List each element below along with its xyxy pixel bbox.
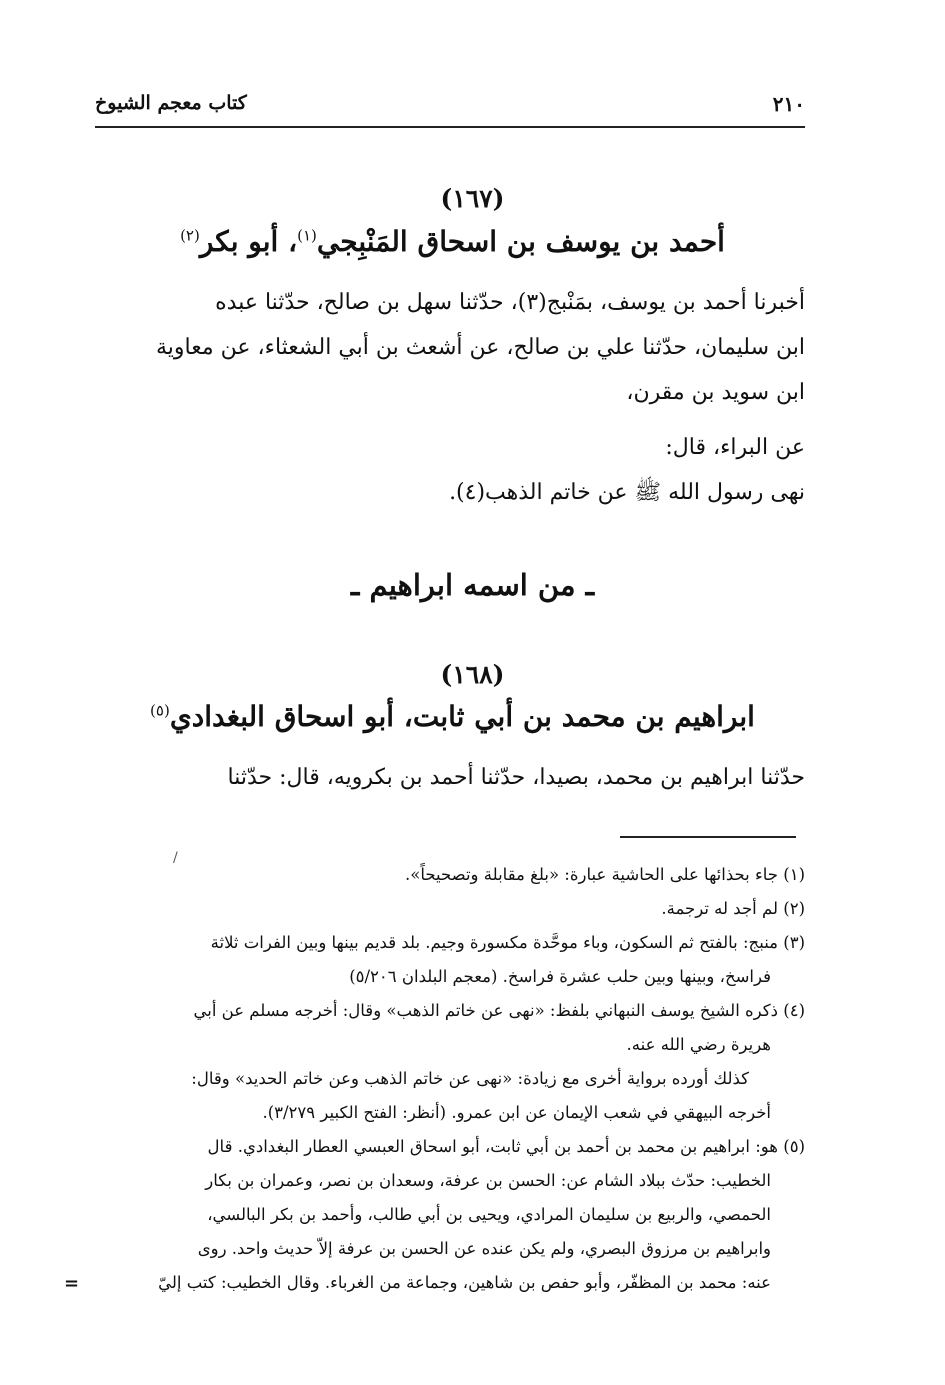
stray-mark: /: [173, 850, 178, 866]
body-line: أخبرنا أحمد بن يوسف، بمَنْبج(٣)، حدّثنا سهل بن صالح، حدّثنا عبده: [215, 290, 805, 315]
footnote-continuation: عنه: محمد بن المظفّر، وأبو حفص بن شاهين، وجماعة من الغرباء. وقال الخطيب: كتب إليّ: [158, 1273, 771, 1292]
heading-kunya: ، أبو بكر: [199, 225, 298, 258]
entry-body: [115, 280, 805, 415]
running-title: كتاب معجم الشيوخ: [95, 92, 247, 114]
footnote-continuation: فراسخ، وبينها وبين حلب عشرة فراسخ. (معجم البلدان ٥/٢٠٦): [349, 967, 771, 986]
heading-name: ابراهيم بن محمد بن أبي ثابت، أبو اسحاق البغدادي: [169, 700, 755, 733]
entry-heading: [60, 225, 845, 258]
footnote-separator: [620, 836, 796, 838]
footnote-ref: (٥): [150, 701, 170, 720]
footnote-continuation: هريرة رضي الله عنه.: [626, 1035, 771, 1054]
continuation-mark: =: [64, 1273, 80, 1294]
heading-name: أحمد بن يوسف بن اسحاق المَنْبِجي: [316, 225, 725, 258]
entry-number: (١٦٧): [440, 184, 505, 213]
footnote-continuation: الخطيب: حدّث ببلاد الشام عن: الحسن بن عرفة، وسعدان بن نصر، وعمران بن بكار: [205, 1171, 771, 1190]
footnote: (٤) ذكره الشيخ يوسف النبهاني بلفظ: «نهى عن خاتم الذهب» وقال: أخرجه مسلم عن أبي: [193, 1001, 805, 1020]
body-line: ابن سليمان، حدّثنا علي بن صالح، عن أشعث بن أبي الشعثاء، عن معاوية: [156, 335, 805, 360]
footnote-continuation: أخرجه البيهقي في شعب الإيمان عن ابن عمرو. (أنظر: الفتح الكبير ٣/٢٧٩).: [262, 1103, 771, 1122]
hadith-text: [115, 425, 805, 515]
page-header: [95, 92, 805, 128]
entry-body: [115, 755, 805, 800]
entry-heading: [60, 700, 845, 733]
body-line: حدّثنا ابراهيم بن محمد، بصيدا، حدّثنا أحمد بن بكرويه، قال: حدّثنا: [227, 765, 805, 790]
footnote: (٢) لم أجد له ترجمة.: [661, 899, 805, 918]
body-line: عن البراء، قال:: [665, 435, 805, 460]
footnote-ref: (١): [297, 226, 317, 245]
footnote: (٣) منبج: بالفتح ثم السكون، وباء موحَّدة مكسورة وجيم. بلد قديم بينها وبين الفرات ثلاثة: [210, 933, 805, 952]
entry-number: (١٦٨): [440, 660, 505, 689]
footnote: (٥) هو: ابراهيم بن محمد بن أحمد بن أبي ثابت، أبو اسحاق العبسي العطار البغدادي. قال: [207, 1137, 805, 1156]
page-number: ٢١٠: [772, 92, 805, 116]
section-title: ـ من اسمه ابراهيم ـ: [350, 568, 595, 602]
footnote-continuation: وابراهيم بن مرزوق البصري، ولم يكن عنده عن الحسن بن عرفة إلاّ حديث واحد. روى: [197, 1239, 771, 1258]
body-line: ابن سويد بن مقرن،: [626, 380, 805, 405]
footnote: (١) جاء بحذائها على الحاشية عبارة: «بلغ مقابلة وتصحيحاً».: [405, 865, 805, 884]
footnote-ref: (٢): [180, 226, 200, 245]
footnotes: [105, 858, 805, 1300]
body-line: نهى رسول الله ﷺ عن خاتم الذهب(٤).: [449, 480, 805, 505]
footnote-continuation: الحمصي، والربيع بن سليمان المرادي، ويحيى بن أبي طالب، وأحمد بن بكر البالسي،: [207, 1205, 771, 1224]
footnote-continuation: كذلك أورده برواية أخرى مع زيادة: «نهى عن خاتم الذهب وعن خاتم الحديد» وقال:: [191, 1069, 749, 1088]
